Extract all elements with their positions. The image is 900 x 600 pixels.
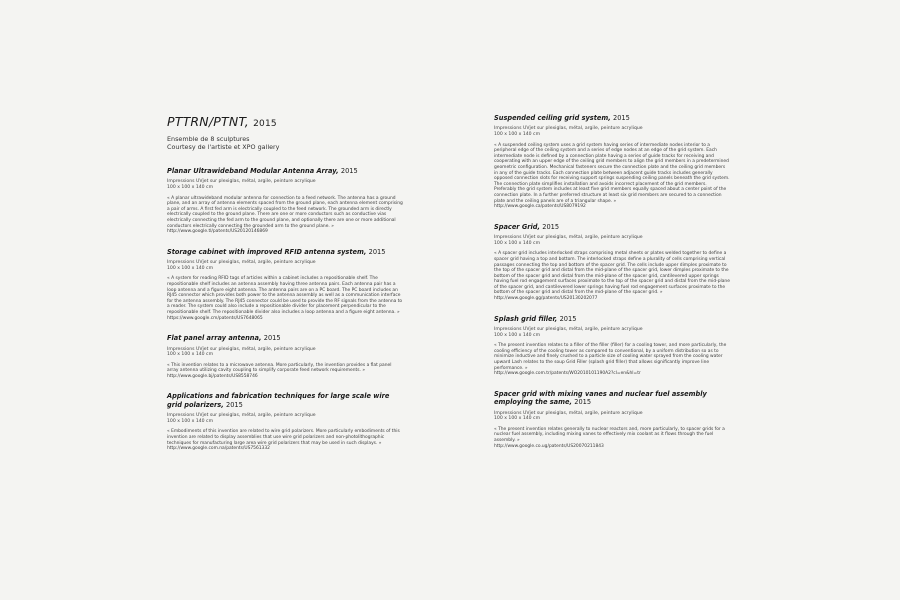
entry-spacer-grid-vanes: [494, 390, 730, 449]
entry-flat-panel: [167, 334, 403, 379]
entry-year: 2015: [613, 114, 630, 122]
entry-text: « Embodiments of this invention are related to wire grid polarizers. More particularly embodiments of this invention are related to display assemblies that use wire grid polarizers and non-photolithographic techniques for manufacturing large area wire grid polarizers that may be used in such displays. »: [167, 429, 400, 446]
entry-size: 100 x 100 x 140 cm: [167, 352, 214, 358]
entry-material: Impressions UVjet sur plexiglas, métal, argile, peinture acrylique: [494, 126, 643, 132]
entry-suspended-ceiling: [494, 114, 730, 210]
entry-size: 100 x 100 x 140 cm: [167, 265, 214, 271]
entry-title-text: Splash grid filler,: [494, 314, 558, 323]
entry-splash-grid: [494, 315, 730, 377]
entry-text: « This invention relates to a microwave antenna. More particularly, the invention provides a flat panel array antenna utilizing cavity coupling to simplify corporate feed network requirements. »: [167, 362, 392, 374]
work-year: 2015: [253, 119, 277, 129]
subtitle-line-1: Ensemble de 8 sculptures: [167, 135, 250, 143]
entry-title-text: Spacer Grid,: [494, 222, 540, 231]
entry-text: « A planar ultrawideband modular antenna for connection to a feed network. The antenna has a ground plane, and an array of antenna elements spaced from the ground plane, each antenna element comprising a pair of arms. A first fed arm is electrically coupled to the feed network. The grounded arm is directly electrically coupled to the ground plane. There are one or more conductors such as conductive vias electrically connecting the fed arm to the ground plane, and optionally there are one or more additional conductors electrically connecting the grounded arm to the ground plane. »: [167, 195, 403, 229]
entry-material: Impressions UVjet sur plexiglas, métal, argile, peinture acrylique: [167, 413, 316, 419]
entry-url: http://www.google.ca/patents/US8079192: [494, 204, 586, 210]
entry-year: 2015: [542, 222, 560, 231]
entry-material: Impressions UVjet sur plexiglas, métal, argile, peinture acrylique: [167, 346, 316, 352]
entry-text: « The present invention relates to a filler of the filler (filler) for a cooling tower, and more particularly, the cooling efficiency of the cooling tower as compared to conventional, by a uniform distribution so as to minimize inductive and finely crushed to a particle size of cooling water sprayed from the cooling water upward Lash relates to the soup Grid Filler (splash grid filler) that allows significantly improve line performance. »: [494, 343, 727, 371]
entry-size: 100 x 100 x 140 cm: [167, 185, 214, 190]
entry-title-text: Flat panel array antenna,: [167, 334, 262, 343]
entry-planar-antenna: [167, 167, 403, 235]
entry-title-text: Storage cabinet with improved RFID antenna system,: [167, 247, 367, 256]
entry-year: 2015: [226, 400, 243, 409]
entry-material: Impressions UVjet sur plexiglas, métal, argile, peinture acrylique: [167, 179, 316, 185]
entry-size: 100 x 100 x 140 cm: [494, 132, 541, 137]
entry-url: http://www.google.com.na/patents/US7561332: [167, 446, 270, 452]
work-subtitle: [167, 135, 403, 151]
entry-material: Impressions UVjet sur plexiglas, métal, argile, peinture acrylique: [494, 327, 643, 333]
entry-year: 2015: [574, 398, 592, 407]
entry-title: [494, 223, 730, 231]
work-title-text: PTTRN/PTNT,: [167, 114, 249, 129]
entry-year: 2015: [559, 314, 577, 323]
entry-url: http://www.google.gg/patents/US20130202077: [494, 296, 598, 302]
entry-url: http://www.google.tl/patents/US20120146869: [167, 229, 268, 235]
entry-title: [167, 167, 403, 175]
entry-url: https://www.google.cm/patents/US7648065: [167, 315, 263, 321]
right-column: [494, 114, 730, 462]
entry-url: http://www.google.bj/patents/US8558746: [167, 373, 258, 379]
entry-size: 100 x 100 x 140 cm: [494, 332, 541, 338]
entry-size: 100 x 100 x 140 cm: [167, 418, 214, 424]
entry-spacer-grid: [494, 223, 730, 302]
entry-text: « The present invention relates generally to nuclear reactors and, more particularly, to spacer grids for a nuclear fuel assembly, including mixing vanes to effectively mix coolant as it flows through the fuel assembly. »: [494, 426, 725, 443]
entry-title-text: Spacer grid with mixing vanes and nuclear fuel assembly employing the same,: [494, 389, 707, 407]
entry-title-text: Suspended ceiling grid system,: [494, 114, 611, 122]
entry-title: [167, 334, 403, 342]
entry-year: 2015: [263, 334, 281, 343]
entry-title: [167, 392, 403, 409]
entry-title: [167, 248, 403, 256]
entry-title-text: Applications and fabrication techniques for large scale wire grid polarizers,: [167, 392, 390, 409]
entry-title: [494, 315, 730, 323]
entry-wire-grid: [167, 392, 403, 451]
entry-title: [494, 114, 730, 122]
entry-size: 100 x 100 x 140 cm: [494, 240, 541, 246]
entry-storage-cabinet: [167, 248, 403, 321]
entry-text: « A spacer grid includes interlocked straps comprising metal sheets or plates welded together to define a spacer grid having a top and bottom. The interlocked straps define a plurality of cells comprising vertical passages connecting the top and bottom of the spacer grid. The cells include upper dimples proximate to the top of the spacer grid and distal from the mid-plane of the spacer grid, lower dimples proximate to the bottom of the spacer grid and distal from the mid-plane of the spacer grid, cantilevered upper springs having fuel rod engagement surfaces proximate to the top of the spacer grid and distal from the mid-plane of the spacer grid, and cantilevered lower springs having fuel rod engagement surfaces proximate to the bottom of the spacer grid and distal from the mid-plane of the spacer grid. »: [494, 251, 730, 296]
entry-year: 2015: [340, 167, 358, 175]
entry-year: 2015: [368, 247, 386, 256]
entry-text: « A system for reading RFID tags of articles within a cabinet includes a repositionable shelf. The repositionable shelf includes an antenna assembly having three antenna pairs. Each antenna pair has a loop antenna and a figure eight antenna. The antenna pairs are on a PC board. The PC board includes an RJ45 connector which provides both power to the antenna assembly as well as a communication interface for the antenna assembly. The RJ45 connector could be used to provide the RF signals from the antenna to a reader. The system could also include a repositionable divider for placement perpendicular to the repositionable shelf. The repositionable divider also includes a loop antenna and a figure eight antenna. »: [167, 276, 403, 315]
entry-material: Impressions UVjet sur plexiglas, métal, argile, peinture acrylique: [494, 410, 643, 416]
entry-url: http://www.google.com.tr/patents/WO2010101190A2?cl=en&hl=tr: [494, 371, 641, 377]
entry-title-text: Planar Ultrawideband Modular Antenna Array,: [167, 167, 339, 175]
entry-url: http://www.google.co.ug/patents/US20070211843: [494, 443, 604, 449]
work-title: [167, 114, 403, 129]
entry-material: Impressions UVjet sur plexiglas, métal, argile, peinture acrylique: [494, 235, 643, 241]
subtitle-line-2: Courtesy de l'artiste et XPO gallery: [167, 143, 280, 151]
entry-material: Impressions UVjet sur plexiglas, métal, argile, peinture acrylique: [167, 260, 316, 266]
entry-size: 100 x 100 x 140 cm: [494, 416, 541, 422]
entry-title: [494, 390, 730, 407]
left-column: [167, 114, 403, 465]
entry-text: « A suspended ceiling system uses a grid system having series of intermediate nodes interior to a peripheral edge of the ceiling system and a series of edge nodes at an edge of the grid system. Each intermediate node is defined by a connection plate having a series of guide tracks for receiving and cooperating with an upper edge of the ceiling grid members to align the grid members in a predetermined geometric configuration. Mechanical fasteners secure the connection plate and the ceiling grid members in any of the guide tracks. Each connection plate between adjacent guide tracks includes generally opposed connection slots for receiving support springs suspending ceiling panels beneath the grid system. The connection plate simplifies installation and avoids incorrect placement of the grid members. Preferably the grid system includes at least five grid members equally spaced about a center point of the connection plate. In a further preferred structure at least six grid members are secured to a connection plate and the ceiling panels are of a triangular shape. »: [494, 142, 730, 204]
